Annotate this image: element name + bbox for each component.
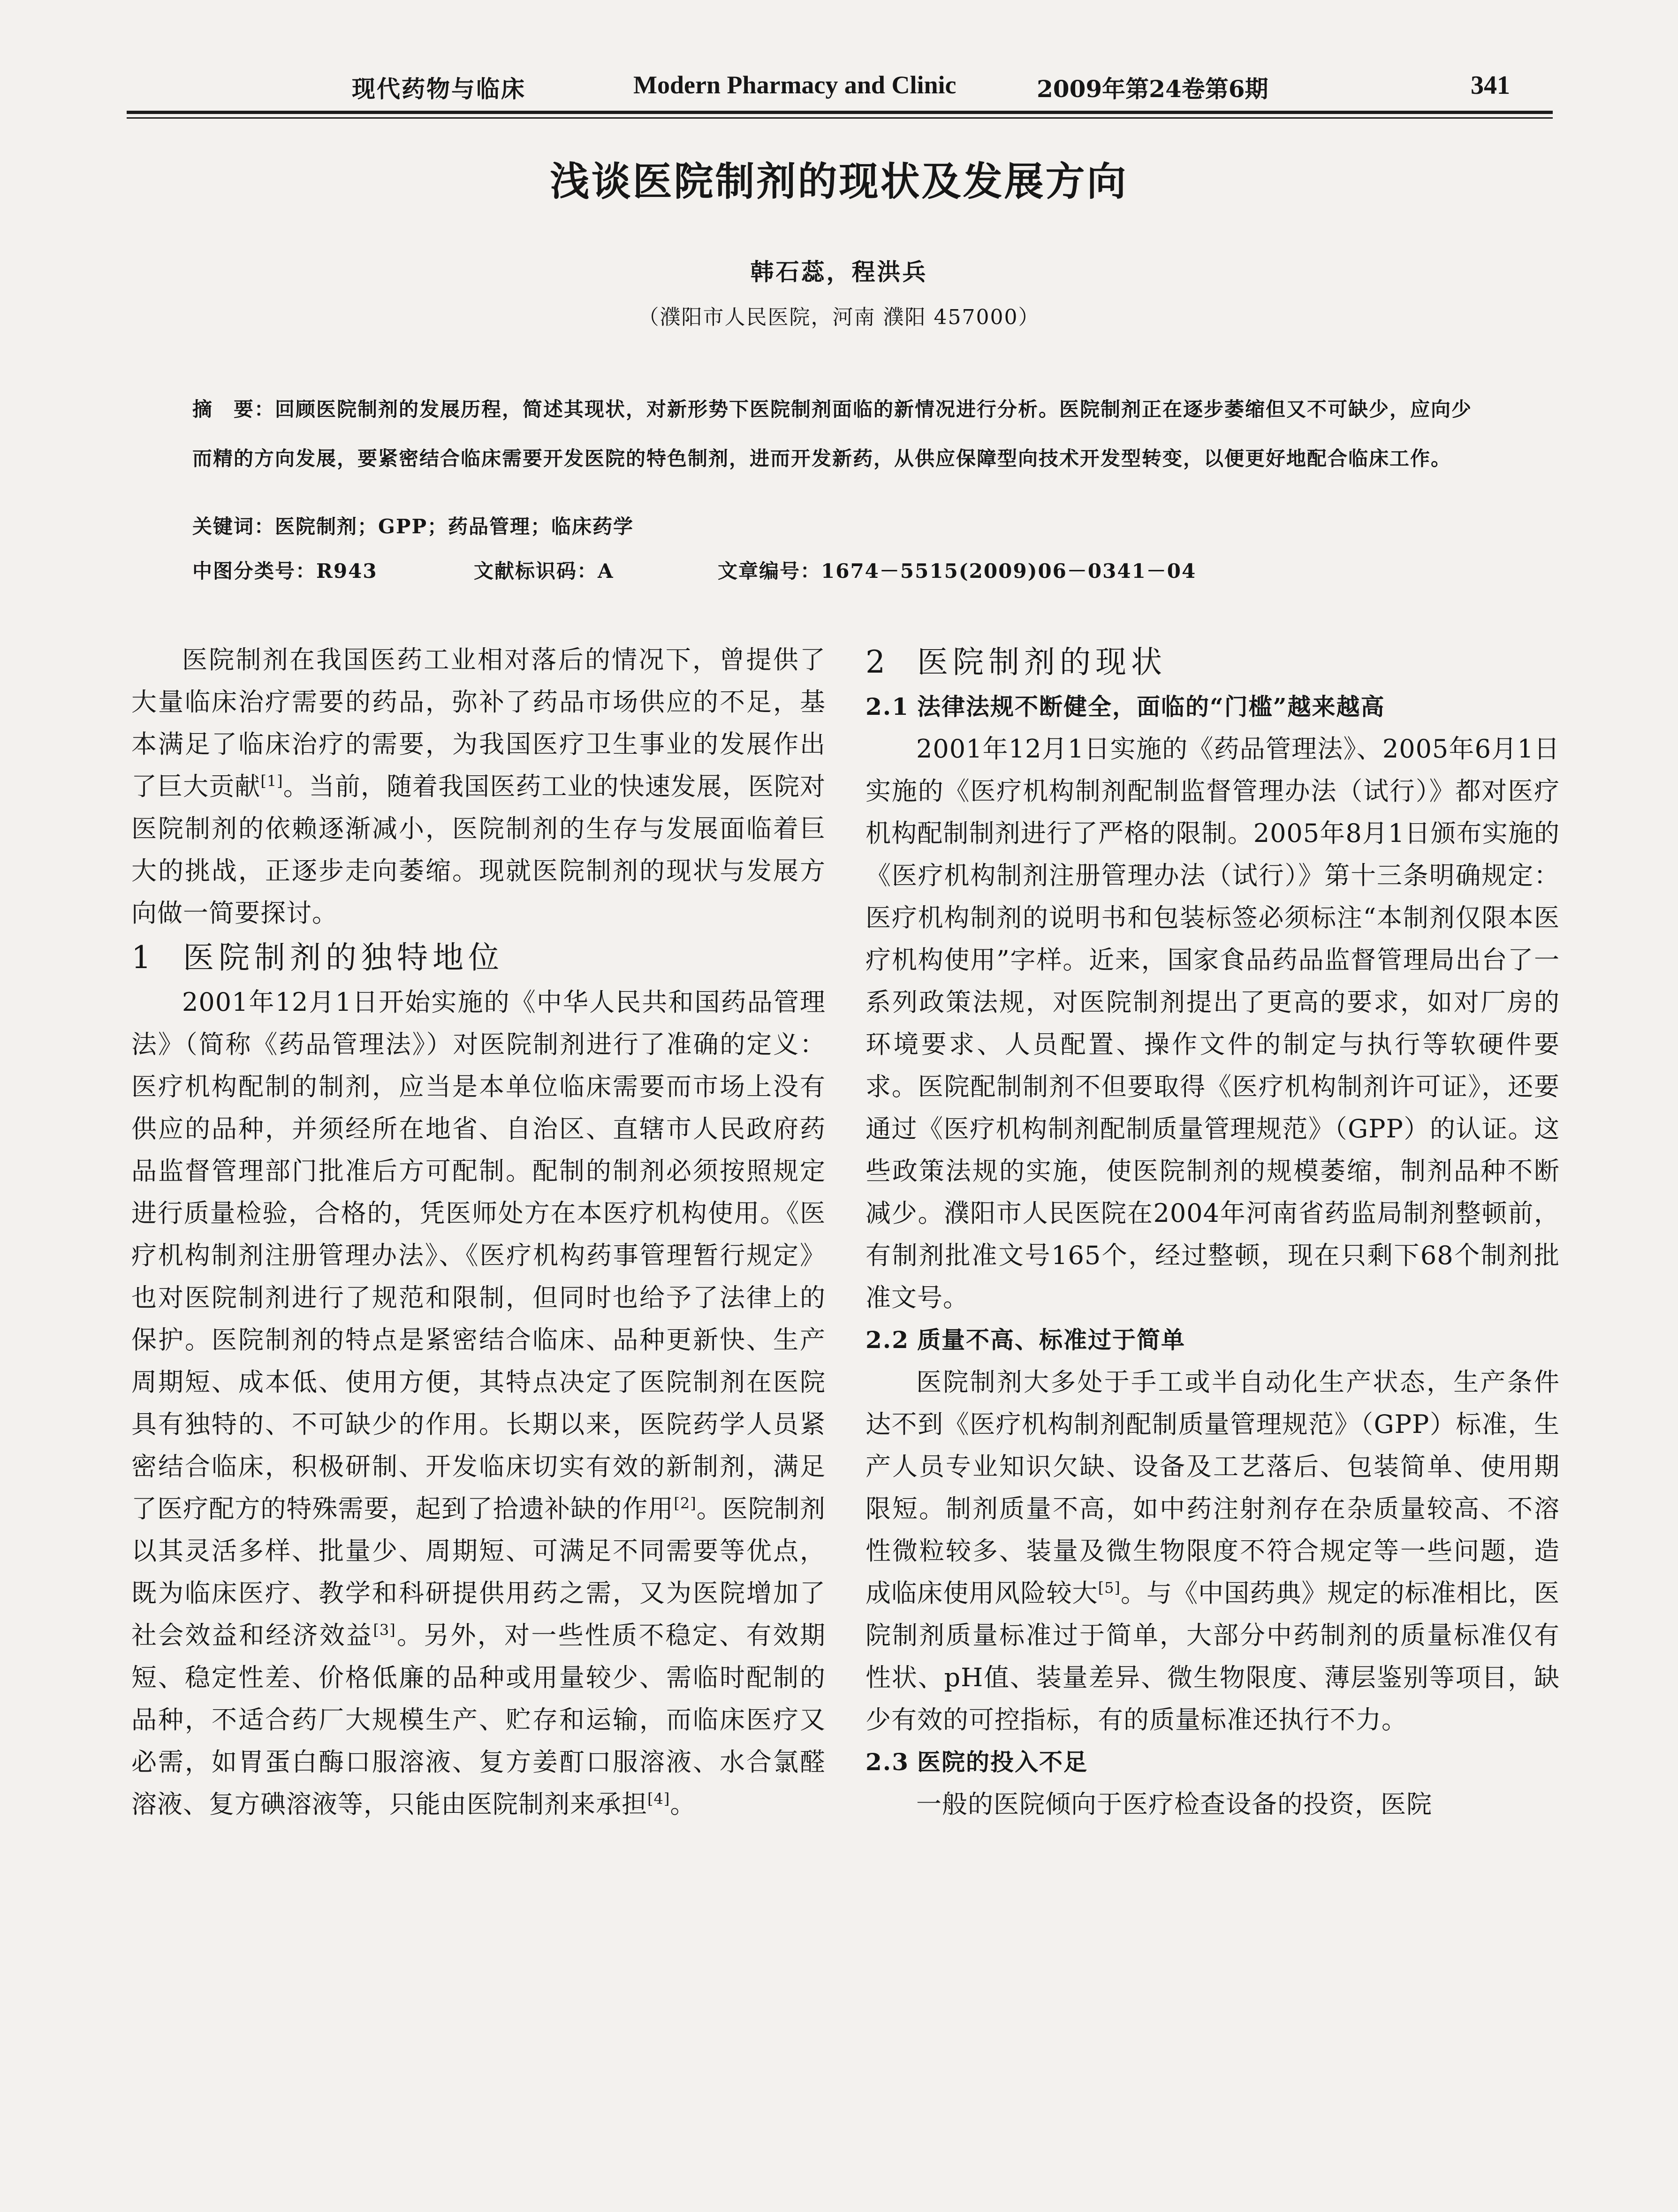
subsection-heading: 2.3 医院的投入不足 [866,1748,1088,1776]
section-heading: 1 医院制剂的独特地位 [131,939,504,976]
paragraph: 2001年12月1日开始实施的《中华人民共和国药品管理法》（简称《药品管理法》）对医院制剂进行了准确的定义：医疗机构配制的制剂，应当是本单位临床需要而市场上没有供应的品种，并须经所在地省、自治区、直辖市人民政府药品监督管理部门批准后方可配制。配制的制剂必须按照规定进行质量检验，合格的，凭医师处方在本医疗机构使用。《医疗机构制剂注册管理办法》、《医疗机构药事管理暂行规定》也对医院制剂进行了规范和限制，但同时也给予了法律上的保护。医院制剂的特点是紧密结合临床、品种更新快、生产周期短、成本低、使用方便，其特点决定了医院制剂在医院具有独特的、不可缺少的作用。长期以来，医院药学人员紧密结合临床，积极研制、开发临床切实有效的新制剂，满足了医疗配方的特殊需要，起到了拾遗补缺的作用[2]。医院制剂以其灵活多样、批量少、周期短、可满足不同需要等优点，既为临床医疗、教学和科研提供用药之需，又为医院增加了社会效益和经济效益[3]。另外，对一些性质不稳定、有效期短、稳定性差、价格低廉的品种或用量较少、需临时配制的品种，不适合药厂大规模生产、贮存和运输，而临床医疗又必需，如胃蛋白酶口服溶液、复方姜酊口服溶液、水合氯醛溶液、复方碘溶液等，只能由医院制剂来承担[4]。 [131,987,826,1819]
document-code: 文献标识码：A [474,560,614,583]
right-column [866,639,1560,1826]
abstract-label: 摘 要： [192,398,275,421]
subsection-heading: 2.1 法律法规不断健全，面临的“门槛”越来越高 [866,693,1385,720]
abstract [192,385,1487,483]
paragraph: 医院制剂在我国医药工业相对落后的情况下，曾提供了大量临床治疗需要的药品，弥补了药品市场供应的不足，基本满足了临床治疗的需要，为我国医疗卫生事业的发展作出了巨大贡献[1]。当前，随着我国医药工业的快速发展，医院对医院制剂的依赖逐渐减小，医院制剂的生存与发展面临着巨大的挑战，正逐步走向萎缩。现就医院制剂的现状与发展方向做一简要探讨。 [131,645,826,928]
classification-number: 中图分类号：R943 [192,560,378,583]
keywords-text: 医院制剂；GPP；药品管理；临床药学 [275,515,634,538]
issue-info: 2009年第24卷第6期 [1037,75,1268,103]
paragraph: 2001年12月1日实施的《药品管理法》、2005年6月1日实施的《医疗机构制剂配制监督管理办法（试行）》都对医疗机构配制制剂进行了严格的限制。2005年8月1日颁布实施的《医疗机构制剂注册管理办法（试行）》第十三条明确规定：医疗机构制剂的说明书和包装标签必须标注“本制剂仅限本医疗机构使用”字样。近来，国家食品药品监督管理局出台了一系列政策法规，对医院制剂提出了更高的要求，如对厂房的环境要求、人员配置、操作文件的制定与执行等软硬件要求。医院配制制剂不但要取得《医疗机构制剂许可证》，还要通过《医疗机构制剂配制质量管理规范》（GPP）的认证。这些政策法规的实施，使医院制剂的规模萎缩，制剂品种不断减少。濮阳市人民医院在2004年河南省药监局制剂整顿前，有制剂批准文号165个，经过整顿，现在只剩下68个制剂批准文号。 [866,734,1560,1312]
article-number: 文章编号：1674－5515(2009)06－0341－04 [718,560,1197,583]
keywords [192,511,634,539]
paragraph: 一般的医院倾向于医疗检查设备的投资，医院 [916,1789,1432,1819]
keywords-label: 关键词： [192,515,275,538]
journal-name-en: Modern Pharmacy and Clinic [633,71,957,99]
page-number: 341 [1471,71,1510,100]
authors: 韩石蕊，程洪兵 [750,258,928,286]
affiliation: （濮阳市人民医院，河南 濮阳 457000） [638,305,1040,329]
journal-name-cn: 现代药物与临床 [352,75,526,103]
left-column [131,639,826,1826]
paragraph: 医院制剂大多处于手工或半自动化生产状态，生产条件达不到《医疗机构制剂配制质量管理规范》（GPP）标准，生产人员专业知识欠缺、设备及工艺落后、包装简单、使用期限短。制剂质量不高，如中药注射剂存在杂质量较高、不溶性微粒较多、装量及微生物限度不符合规定等一些问题，造成临床使用风险较大[5]。与《中国药典》规定的标准相比，医院制剂质量标准过于简单，大部分中药制剂的质量标准仅有性状、pH值、装量差异、微生物限度、薄层鉴别等项目，缺少有效的可控指标，有的质量标准还执行不力。 [866,1367,1560,1735]
subsection-heading: 2.2 质量不高、标准过于简单 [866,1326,1185,1354]
header-rule [127,111,1553,114]
abstract-text: 回顾医院制剂的发展历程，简述其现状，对新形势下医院制剂面临的新情况进行分析。医院制剂正在逐步萎缩但又不可缺少，应向少而精的方向发展，要紧密结合临床需要开发医院的特色制剂，进而开发新药，从供应保障型向技术开发型转变，以便更好地配合临床工作。 [192,398,1473,470]
header-rule-thin [127,117,1553,119]
article-title: 浅谈医院制剂的现状及发展方向 [550,158,1128,205]
section-heading: 2 医院制剂的现状 [866,644,1167,680]
